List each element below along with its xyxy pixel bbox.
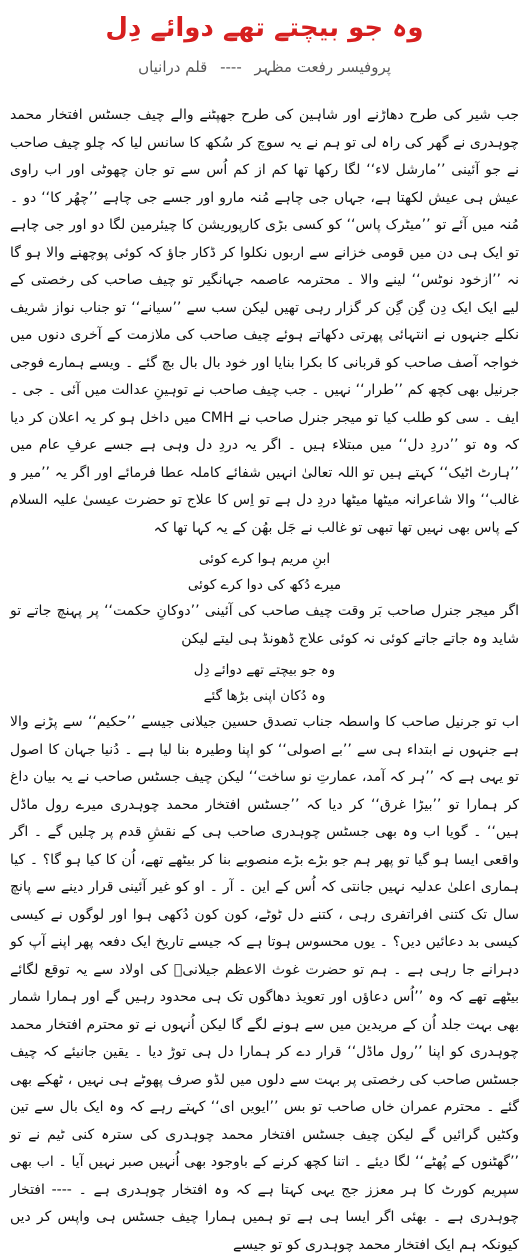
paragraph-1: جب شیر کی طرح دھاڑنے اور شاہین کی طرح جھپٹنے والے چیف جسٹس افتخار محمد چوہدری نے گھر کی راہ لی تو ہم نے یہ سوچ کر سُکھ کا سانس لیا کہ چلو چیف صاحب نے جو آئینی ’’مارشل لاء‘‘ لگا رکھا تھا کم از کم اُس سے تو جان چھوٹی اور اب راوی عیش ہی عیش لکھتا ہے، جہاں جی چاہے مُنہ مارو اور جسے جی چاہے ’’چھُر کا‘‘ دو ۔ مُنہ میں آئے تو ’’میٹرک پاس‘‘ کو کسی بڑی کارپوریشن کا چیئرمین لگا دو اور جی چاہے تو ایک ہی دن میں قومی خزانے سے اربوں نکلوا کر ڈکار جاؤ کہ کوئی پوچھنے والا ہو گا نہ ’’ازخود نوٹس‘‘ لینے والا ۔ محترمہ عاصمہ جہانگیر تو چیف صاحب کی رخصتی کے لیے ایک ایک دِن گِن گِن کر گزار رہی تھیں لیکن سب سے ’’سیانے‘‘ تو جناب نواز شریف نکلے جنہوں نے انتہائی پھرتی دکھاتے ہوئے چیف صاحب کی ملازمت کے آخری دنوں میں خواجہ آصف صاحب کو قربانی کا بکرا بنایا اور خود بال بال بچ گئے ۔ ویسے ہمارے فوجی جرنیل بھی کچھ کم ’’طرار‘‘ نہیں ۔ جب چیف صاحب نے توہینِ عدالت میں آئی ۔ جی ۔ ایف ۔ سی کو طلب کیا تو میجر جنرل صاحب نے CMH میں داخل ہو کر یہ اعلان کر دیا کہ وہ تو ’’دردِ دل‘‘ میں مبتلاء ہیں ۔ اگر یہ دردِ دل وہی ہے جسے عرفِ عام میں ’’ہارٹ اٹیک‘‘ کہتے ہیں تو اللہ تعالیٰ انہیں شفائے کاملہ عطا فرمائے اور اگر یہ ’’میر و غالب‘‘ والا شاعرانہ میٹھا میٹھا دردِ دل ہے تو اِس کا علاج تو حضرت عیسیٰ علیہ السلام کے پاس بھی نہیں تھا تبھی تو غالب نے جَل بھُن کے یہ کہا تھا کہ (10, 107, 519, 536)
verse-1-line-1: ابنِ مریم ہوا کرے کوئی (198, 551, 331, 567)
paragraph-3: اب تو جرنیل صاحب کا واسطہ جناب تصدق حسین جیلانی جیسے ’’حکیم‘‘ سے پڑنے والا ہے جنہوں نے ابتداء ہی سے ’’بے اصولی‘‘ کو اپنا وطیرہ بنا لیا ہے ۔ دُنیا جہان کا اصول تو یہی ہے کہ ’’ہر کہ آمد، عمارتِ نو ساخت‘‘ لیکن چیف جسٹس صاحب نے یہ بیان داغ کر ہمارا تو ’’بیڑا غرق‘‘ کر دیا کہ ’’جسٹس افتخار محمد چوہدری میرے رول ماڈل ہیں‘‘ ۔ گویا اب وہ بھی جسٹس چوہدری صاحب ہی کے نقشِ قدم پر چلیں گے ۔ اگر واقعی ایسا ہو گیا تو پھر ہم جو بڑے بڑے منصوبے بنا کر بیٹھے تھے، اُن کا کیا ہو گا؟ ۔ کیا ہماری اعلیٰ عدلیہ نہیں جانتی کہ اُس کے این ۔ آر ۔ او کو غیر آئینی قرار دینے سے پانچ سال تک کتنی افراتفری رہی ، کتنے دل ٹوٹے، کون کون دُکھی ہوا اور لوگوں نے کیسی کیسی بد دعائیں دیں؟ ۔ یوں محسوس ہوتا ہے کہ جیسے تاریخ ایک دفعہ پھر اپنے آپ کو دہرانے جا رہی ہے ۔ ہم تو حضرت غوث الاعظم جیلانیؒ کی اولاد سے یہ توقع لگائے بیٹھے تھے کہ وہ ’’اُس دعاؤں اور تعویذ دھاگوں تک ہی محدود رہیں گے اور ہمارا شمار بھی بہت جلد اُن کے مریدین میں سے ہونے لگے گا لیکن اُنہوں نے تو محترم افتخار محمد چوہدری کو اپنا ’’رول ماڈل‘‘ قرار دے کر ہمارا دل ہی توڑ دیا ۔ یقین جانیئے کہ چیف جسٹس صاحب کی رخصتی پر بہت سے دلوں میں لڈو صرف پھوٹے ہی نہیں ، ٹھکے بھی گئے ۔ محترم عمران خاں صاحب تو بس ’’ایویں ای‘‘ کہتے رہے کہ وہ ایک بال سے تین وکٹیں گرائیں گے لیکن چیف جسٹس افتخار محمد چوہدری کی سترہ کنی ٹیم نے تو ’’گھٹنوں کے پُھٹے‘‘ لگا دیئے ۔ اتنا کچھ کرنے کے باوجود بھی اُنہیں صبر نہیں آیا ۔ اب بھی سپریم کورٹ کا ہر معزز جج یہی کہتا ہے کہ وہ افتخار چوہدری ہے ۔ ---- افتخار چوہدری ہے ۔ بھئی اگر ایسا ہی ہے تو ہمیں ہمارا چیف جسٹس ہی واپس کر دیں کیونکہ ہم ایک افتخار محمد چوہدری کو تو جیسے (10, 714, 519, 1253)
column-title: وہ جو بیچتے تھے دوائے دِل (105, 13, 424, 43)
paragraph-2: اگر میجر جنرل صاحب بَر وقت چیف صاحب کی آئینی ’’دوکانِ حکمت‘‘ پر پہنچ جاتے تو شاید وہ جاتے جاتے کوئی نہ کوئی علاج ڈھونڈ ہی لیتے لیکن (10, 603, 519, 647)
verse-2-line-2: وہ دُکان اپنی بڑھا گئے (203, 688, 326, 704)
verse-1-line-2: میرے دُکھ کی دوا کرے کوئی (187, 577, 342, 593)
author-name: پروفیسر رفعت مظہر (254, 58, 391, 76)
byline-separator: ---- (220, 58, 242, 76)
column-name: قلم درانیاں (138, 58, 208, 76)
byline (10, 54, 519, 80)
verse-2-line-1: وہ جو بیچتے تھے دوائے دِل (193, 662, 336, 678)
